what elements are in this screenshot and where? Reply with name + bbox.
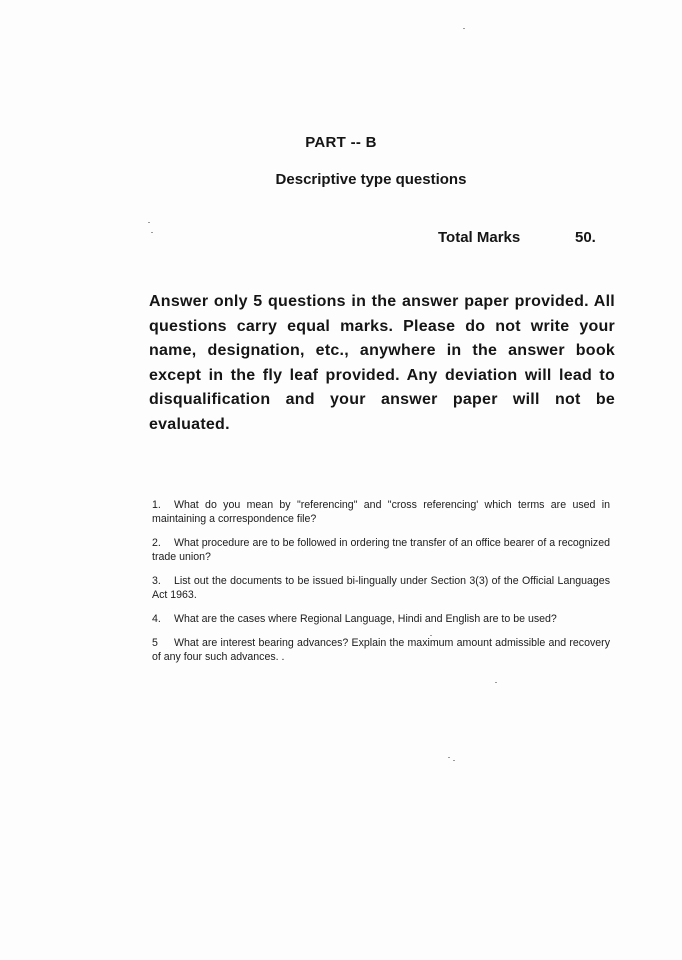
question-text: What procedure are to be followed in ordering tne transfer of an office bearer of a recognized trade union? [152,537,610,563]
section-subtitle: Descriptive type questions [275,171,467,188]
total-marks-label: Total Marks [438,229,521,246]
question-list [152,498,610,674]
question-text: What do you mean by "referencing" and "cross referencing' which terms are used in maintaining a correspondence file? [152,499,610,525]
question-item [152,536,610,564]
exam-instructions: Answer only 5 questions in the answer paper provided. All questions carry equal marks. Please do not write your name, designation, etc., anywhere in the answer book except in the fly leaf provided. Any deviation will lead to disqualification and your answer paper will not be evaluated. [149,293,615,433]
total-marks [438,229,596,246]
question-number: 2. [152,537,161,549]
question-number: 3. [152,575,161,587]
scan-speck [495,682,497,683]
total-marks-value: 50. [575,229,596,246]
question-item [152,636,610,664]
scan-speck [453,760,455,761]
question-item [152,612,610,626]
scan-speck [148,222,150,223]
question-text: List out the documents to be issued bi-lingually under Section 3(3) of the Official Languages Act 1963. [152,575,610,601]
part-title: PART -- B [305,134,377,151]
question-number: 1. [152,499,161,511]
question-item [152,498,610,526]
question-text: What are the cases where Regional Language, Hindi and English are to be used? [174,613,557,625]
scan-speck [430,635,432,636]
scan-speck [463,28,465,29]
question-text: What are interest bearing advances? Explain the maximum amount admissible and recovery of any four such advances. . [152,637,610,663]
question-number: 4. [152,613,161,625]
scan-speck [448,757,450,758]
scan-speck [151,232,153,233]
question-number: 5 [152,637,158,649]
question-item [152,574,610,602]
